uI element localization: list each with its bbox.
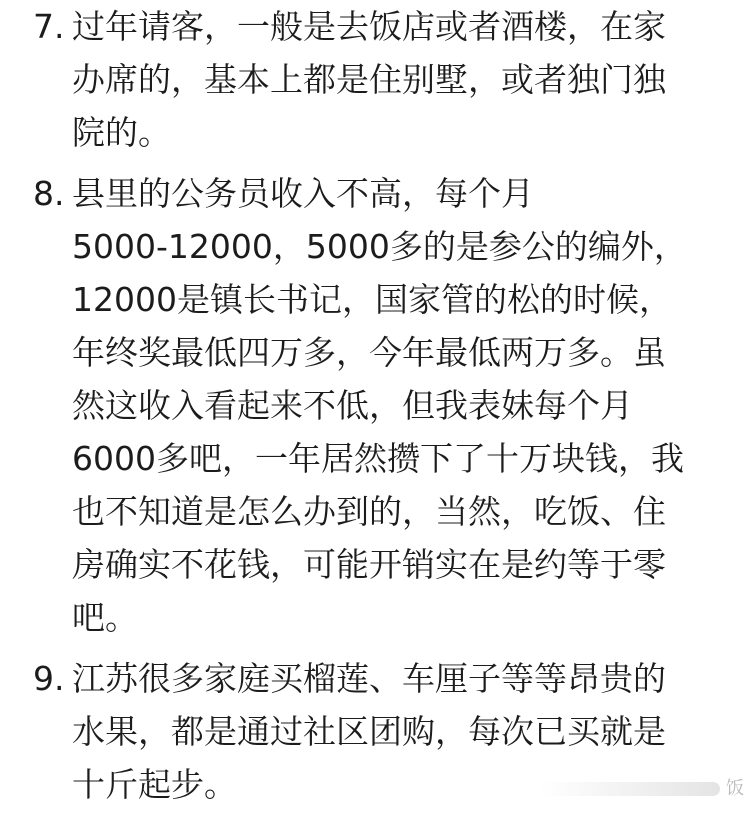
text-line: 年终奖最低四万多，今年最低两万多。虽 — [72, 333, 666, 372]
text-line: 吧。 — [72, 598, 138, 637]
text-line: 办席的，基本上都是住别墅，或者独门独 — [72, 60, 666, 99]
text-line: 十斤起步。 — [72, 765, 237, 804]
text-line: 县里的公务员收入不高，每个月 — [72, 174, 534, 213]
text-line: 6000多吧，一年居然攒下了十万块钱，我 — [72, 439, 684, 478]
watermark — [540, 776, 750, 802]
item-number: 7. — [33, 7, 65, 46]
watermark-text: 饭 — [726, 778, 744, 799]
list-item-8 — [0, 167, 750, 644]
text-line: 过年请客，一般是去饭店或者酒楼，在家 — [72, 7, 666, 46]
item-number: 9. — [33, 659, 65, 698]
list-item-7 — [0, 0, 750, 159]
text-line: 院的。 — [72, 113, 171, 152]
item-text — [72, 167, 730, 644]
text-line: 房确实不花钱，可能开销实在是约等于零 — [72, 545, 666, 584]
text-line: 水果，都是通过社区团购，每次已买就是 — [72, 712, 666, 751]
watermark-bar — [540, 782, 720, 796]
text-line: 12000是镇长书记，国家管的松的时候， — [72, 280, 672, 319]
text-line: 5000-12000，5000多的是参公的编外， — [72, 227, 687, 266]
item-number: 8. — [33, 174, 65, 213]
text-line: 然这收入看起来不低，但我表妹每个月 — [72, 386, 633, 425]
text-line: 江苏很多家庭买榴莲、车厘子等等昂贵的 — [72, 659, 666, 698]
text-line: 也不知道是怎么办到的，当然，吃饭、住 — [72, 492, 666, 531]
item-text — [72, 0, 730, 159]
